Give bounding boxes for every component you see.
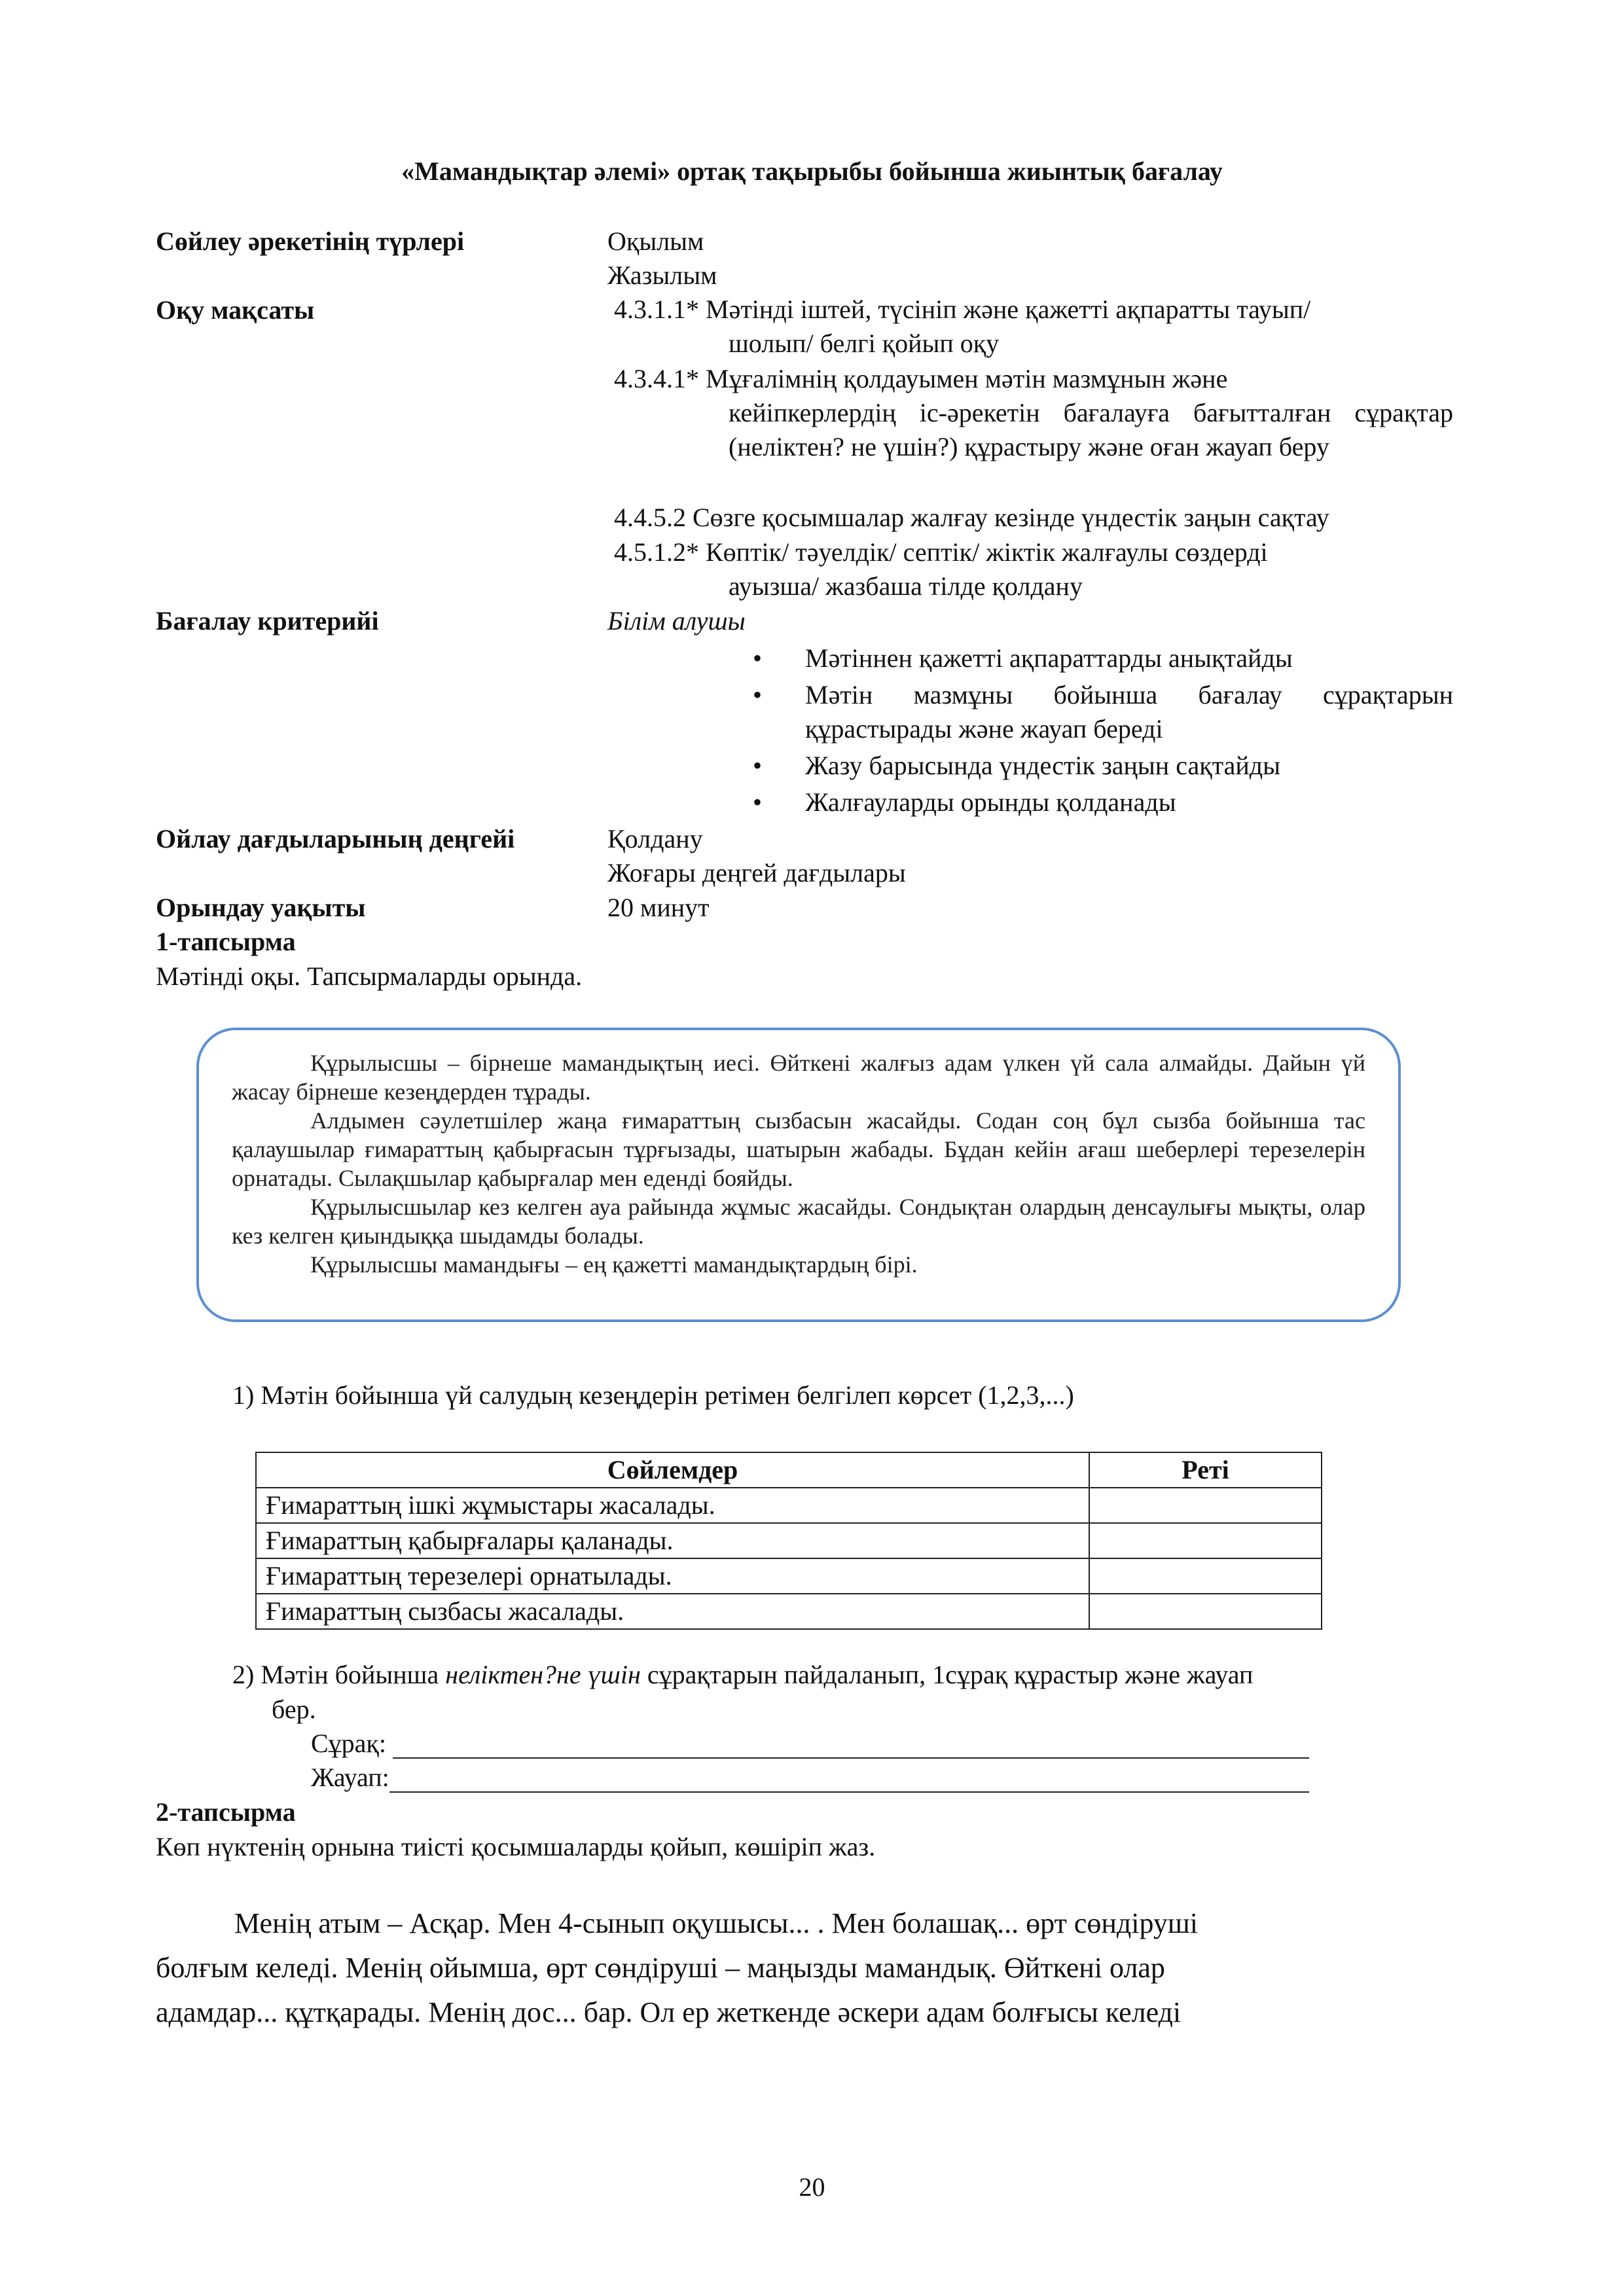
sentence-cell: Ғимараттың сызбасы жасалады. [256,1594,1089,1629]
question-field-label: Сұрақ: [311,1729,393,1758]
objective-code-text: 4.5.1.2* Көптік/ тәуелдік/ септік/ жіктік жалғаулы сөздерді [614,537,1268,567]
objective-continuation: шолып/ белгі қойып оқу [729,329,1000,358]
answer-field-label: Жауап: [311,1763,389,1792]
order-cell[interactable] [1089,1594,1322,1629]
table-row [256,1488,1322,1523]
order-cell[interactable] [1089,1488,1322,1523]
time-label: Орындау уақыты [156,893,366,922]
thinking-level-label: Ойлау дағдыларының деңгейі [156,824,515,853]
page-number: 20 [799,2172,825,2202]
criteria-item: • Жазу барысында үндестік заңын сақтайды [753,749,1453,783]
objective-code-text: 4.3.1.1* Мәтінді іштей, түсініп және қажетті ақпаратты тауып/ [614,295,1311,324]
answer-input-line[interactable] [389,1765,1309,1793]
objective-item [614,362,1453,464]
speech-type-reading: Оқылым [607,226,704,256]
objective-item [614,501,1453,535]
task1-instruction: Мәтінді оқы. Тапсырмаларды орында. [156,961,583,991]
order-cell[interactable] [1089,1523,1322,1558]
objective-continuation: ауызша/ жазбаша тілде қолдану [729,571,1083,601]
order-cell[interactable] [1089,1558,1322,1594]
reading-paragraph: Құрылысшылар кез келген ауа райында жұмыс жасайды. Сондықтан олардың денсаулығы мықты, олар кез келген қиындыққа шыдамды болады. [232,1194,1365,1249]
question-field [311,1728,1309,1759]
question-input-line[interactable] [393,1731,1309,1759]
objective-item [614,535,1453,603]
criteria-label: Бағалау критерийі [156,606,379,636]
column-header-order: Реті [1089,1452,1322,1488]
criteria-intro: Білім алушы [607,606,746,636]
sentence-cell: Ғимараттың терезелері орнатылады. [256,1558,1089,1594]
reading-paragraph: Құрылысшы – бірнеше мамандықтың иесі. Өйткені жалғыз адам үлкен үй сала алмайды. Дайын үй жасау бірнеше кезеңдерден тұрады. [232,1050,1365,1105]
page-title: «Мамандықтар әлемі» ортақ тақырыбы бойынша жиынтық бағалау [401,156,1223,186]
reading-text-box [196,1028,1401,1322]
table-row [256,1523,1322,1558]
objective-item [614,293,1453,361]
reading-paragraph: Алдымен сәулетшілер жаңа ғимараттың сызбасын жасайды. Содан соң бұл сызба бойынша тас қалаушылар ғимараттың қабырғасын тұрғызады, шатырын жабады. Бұдан кейін ағаш шеберлері терезелерін орнатады. Сылақшылар қабырғалар мен еденді бояйды. [232,1107,1365,1191]
speech-types-label: Сөйлеу әрекетінің түрлері [156,226,465,256]
answer-field [311,1762,1309,1793]
time-value: 20 минут [607,893,710,922]
sentence-cell: Ғимараттың қабырғалары қаланады. [256,1523,1089,1558]
objective-code-text: 4.4.5.2 Сөзге қосымшалар жалғау кезінде үндестік заңын сақтау [614,503,1329,532]
criteria-list [753,641,1453,822]
column-header-sentences: Сөйлемдер [256,1452,1089,1488]
task2-heading: 2-тапсырма [156,1797,296,1827]
objective-code-text: 4.3.4.1* Мұғалімнің қолдауымен мәтін мазмұнын және [614,364,1228,393]
question-2-end: сұрақтарын пайдаланып, 1сұрақ құрастыр және жауап [640,1660,1254,1689]
question-2-continuation: бер. [272,1695,316,1724]
task1-heading: 1-тапсырма [156,927,296,956]
table-header-row [256,1452,1322,1488]
criteria-item: • Жалғауларды орынды қолданады [753,785,1453,819]
reading-paragraph: Құрылысшы мамандығы – ең қажетті мамандықтардың бірі. [310,1251,918,1278]
objectives-label: Оқу мақсаты [156,295,315,325]
criteria-item: • Мәтіннен қажетті ақпараттарды анықтайды [753,641,1453,675]
fill-in-line: адамдар... құтқарады. Менің дос... бар. Ол ер жеткенде әскери адам болғысы келеді [156,1996,1182,2028]
fill-in-text [156,1901,1453,2035]
sentence-order-table [255,1452,1322,1630]
sentence-cell: Ғимараттың ішкі жұмыстары жасалады. [256,1488,1089,1523]
criteria-item: • Мәтін мазмұны бойынша бағалау сұрақтарын құрастырады және жауап береді [753,678,1453,746]
table-row [256,1594,1322,1629]
question-2-italic: неліктен?не үшін [445,1660,641,1689]
fill-in-line: Менің атым – Асқар. Мен 4-сынып оқушысы... . Мен болашақ... өрт сөндіруші [234,1907,1199,1939]
table-row [256,1558,1322,1594]
question-2 [232,1659,1453,1690]
task2-instruction: Көп нүктенің орнына тиісті қосымшаларды қойып, көшіріп жаз. [156,1832,876,1861]
thinking-level-high: Жоғары деңгей дағдылары [607,858,906,888]
thinking-level-apply: Қолдану [607,824,703,853]
fill-in-line: болғым келеді. Менің ойымша, өрт сөндіруші – маңызды мамандық. Өйткені олар [156,1952,1165,1984]
speech-type-writing: Жазылым [607,260,717,290]
question-1: 1) Мәтін бойынша үй салудың кезеңдерін ретімен белгілеп көрсет (1,2,3,...) [232,1380,1074,1410]
objective-continuation: кейіпкерлердің іс-әрекетін бағалауға бағытталған сұрақтар (неліктен? не үшін?) құрастыру және оған жауап беру [729,398,1453,461]
question-2-start: 2) Мәтін бойынша [232,1660,446,1689]
